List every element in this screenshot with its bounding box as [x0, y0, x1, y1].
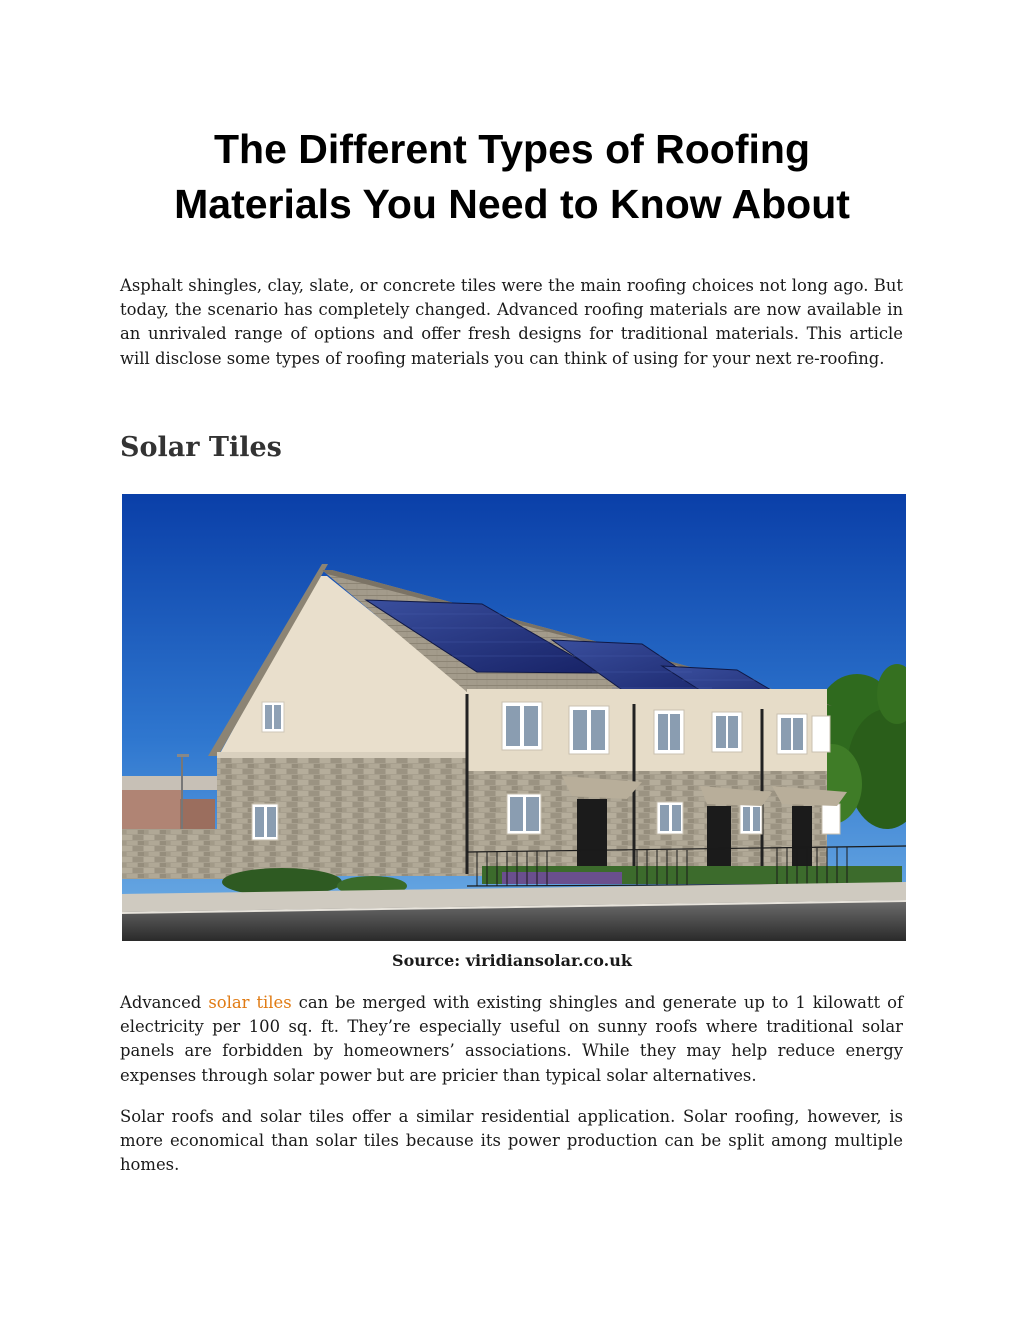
- article-title-line-1: The Different Types of Roofing: [213, 126, 810, 172]
- solar-tiles-link[interactable]: solar tiles: [208, 993, 292, 1012]
- article-title-line-2: Materials You Need to Know About: [174, 181, 850, 227]
- article-title: [100, 122, 924, 232]
- solar-roofs-paragraph: Solar roofs and solar tiles offer a similar residential application. Solar roofing, however, is more economical than solar tiles because its power production can be split among multiple homes.: [120, 1107, 903, 1175]
- solar-tiles-text-before: Advanced: [120, 993, 209, 1012]
- section-heading-solar-tiles: Solar Tiles: [120, 432, 282, 463]
- image-caption: Source: viridiansolar.co.uk: [392, 951, 632, 970]
- solar-tiles-text-after: can be merged with existing shingles and generate up to 1 kilowatt of electricity per 100 sq. ft. They’re especially useful on sunny roofs where traditional solar panels are forbidden by homeowners’ associations. While they may help reduce energy expenses through solar power but are pricier than typical solar alternatives.: [120, 993, 904, 1085]
- solar-roof-house-photo: [122, 494, 906, 941]
- solar-tiles-paragraph: [120, 991, 903, 1088]
- intro-paragraph: Asphalt shingles, clay, slate, or concrete tiles were the main roofing choices not long ago. But today, the scenario has completely changed. Advanced roofing materials are now available in an unrivaled range of options and offer fresh designs for traditional materials. This article will disclose some types of roofing materials you can think of using for your next re-roofing.: [120, 276, 903, 368]
